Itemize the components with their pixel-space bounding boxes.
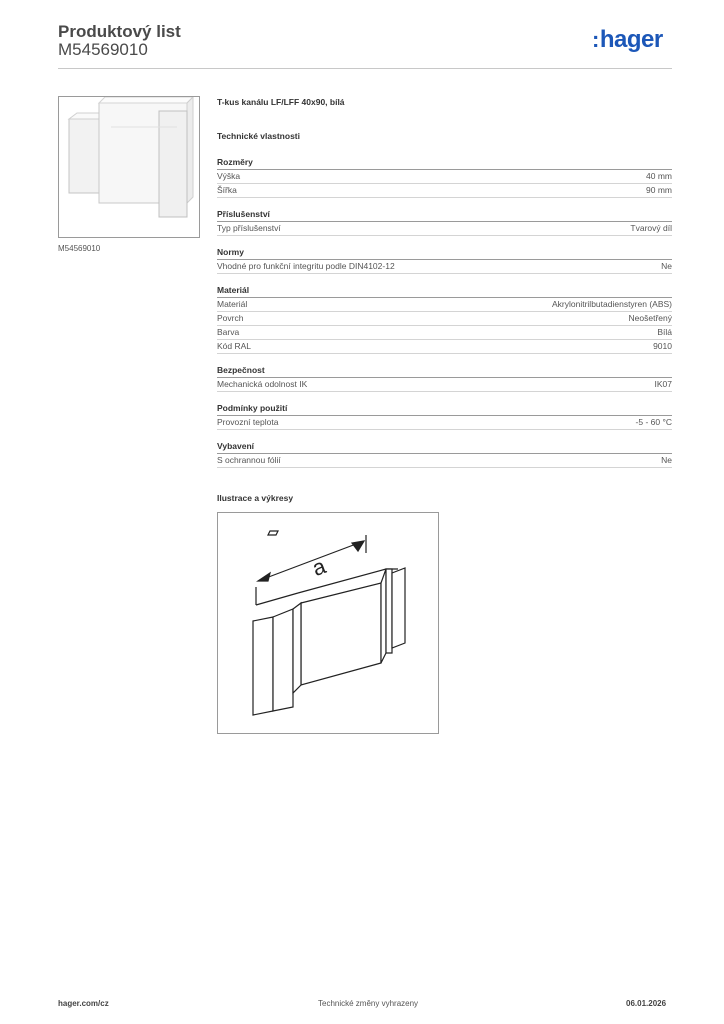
product-thumbnail	[58, 96, 200, 238]
spec-value: Akrylonitrilbutadienstyren (ABS)	[552, 299, 672, 309]
spec-label: Typ příslušenství	[217, 223, 281, 233]
spec-value: Bílá	[657, 327, 672, 337]
spec-row	[217, 298, 672, 312]
spec-section-accessories	[217, 209, 672, 236]
spec-section-equipment	[217, 441, 672, 468]
t-piece-thumbnail-image	[59, 97, 199, 237]
spec-heading: Příslušenství	[217, 209, 672, 222]
spec-section-material	[217, 285, 672, 354]
spec-row	[217, 222, 672, 236]
dimension-label: a	[308, 553, 329, 581]
thumbnail-caption: M54569010	[58, 244, 101, 253]
document-title: Produktový list	[58, 22, 181, 41]
technical-drawing	[217, 512, 439, 734]
spec-row	[217, 326, 672, 340]
spec-label: Materiál	[217, 299, 248, 309]
spec-label: Šířka	[217, 185, 237, 195]
spec-label: Provozní teplota	[217, 417, 279, 427]
spec-heading: Podmínky použití	[217, 403, 672, 416]
hager-logo	[592, 26, 663, 54]
product-name: T-kus kanálu LF/LFF 40x90, bílá	[217, 97, 345, 107]
t-piece-drawing	[218, 513, 438, 733]
document-product-code: M54569010	[58, 40, 148, 59]
spec-row	[217, 170, 672, 184]
spec-heading: Materiál	[217, 285, 672, 298]
spec-row	[217, 260, 672, 274]
spec-row	[217, 340, 672, 354]
spec-value: Ne	[661, 261, 672, 271]
spec-row	[217, 378, 672, 392]
logo-text: hager	[599, 26, 663, 53]
spec-section-safety	[217, 365, 672, 392]
spec-row	[217, 416, 672, 430]
header-divider	[58, 68, 672, 69]
spec-value: 90 mm	[646, 185, 672, 195]
spec-row	[217, 312, 672, 326]
spec-value: -5 - 60 °C	[635, 417, 672, 427]
spec-label: Barva	[217, 327, 240, 337]
spec-heading: Bezpečnost	[217, 365, 672, 378]
spec-heading: Rozměry	[217, 157, 672, 170]
footer-notice: Technické změny vyhrazeny	[318, 999, 419, 1008]
spec-value: 9010	[653, 341, 672, 351]
illustrations-title: Ilustrace a výkresy	[217, 493, 294, 503]
spec-row	[217, 454, 672, 468]
spec-heading: Normy	[217, 247, 672, 260]
spec-section-operating-conditions	[217, 403, 672, 430]
footer-website: hager.com/cz	[58, 999, 109, 1008]
spec-table	[217, 157, 672, 468]
spec-heading: Vybavení	[217, 441, 672, 454]
footer-date: 06.01.2026	[626, 999, 667, 1008]
spec-label: Kód RAL	[217, 341, 252, 351]
spec-value: Ne	[661, 455, 672, 465]
spec-value: 40 mm	[646, 171, 672, 181]
spec-label: S ochrannou fólií	[217, 455, 281, 465]
spec-label: Mechanická odolnost IK	[217, 379, 308, 389]
spec-section-dimensions	[217, 157, 672, 198]
spec-value: Tvarový díl	[630, 223, 672, 233]
technical-properties-title: Technické vlastnosti	[217, 131, 300, 141]
spec-label: Výška	[217, 171, 241, 181]
logo-dots: :	[592, 27, 599, 52]
spec-section-standards	[217, 247, 672, 274]
spec-row	[217, 184, 672, 198]
spec-value: Neošetřený	[628, 313, 672, 323]
spec-value: IK07	[654, 379, 672, 389]
spec-label: Povrch	[217, 313, 244, 323]
spec-label: Vhodné pro funkční integritu podle DIN4102-12	[217, 261, 395, 271]
